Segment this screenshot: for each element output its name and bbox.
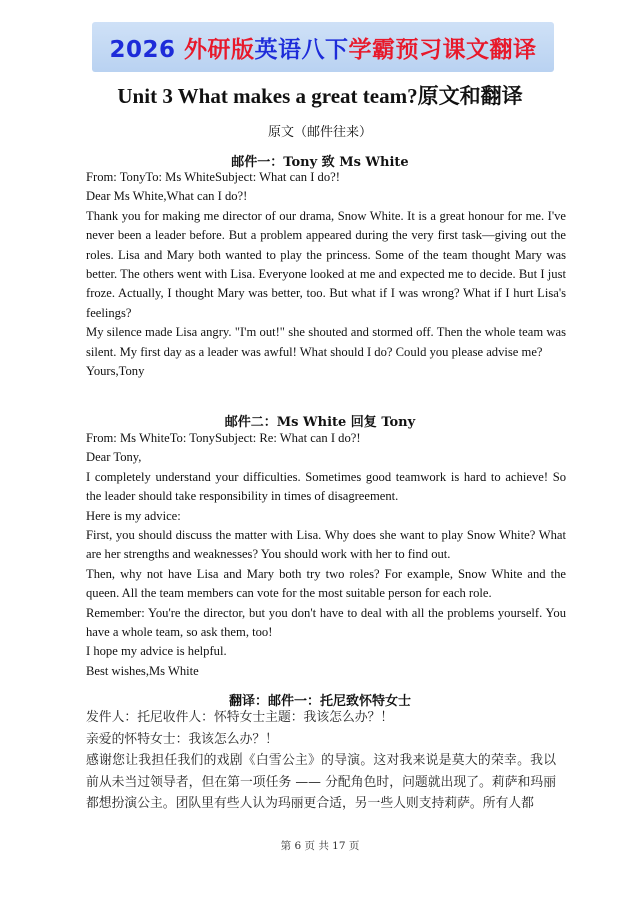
email-2-heading: 邮件二：Ms White 回复 Tony (224, 415, 416, 430)
banner-title (92, 31, 554, 64)
translation-1-header-line: 发件人：托尼收件人：怀特女士主题：我该怎么办？！ (86, 710, 394, 725)
translation-1-body (86, 707, 556, 815)
email-2-body (86, 429, 566, 681)
header-banner (92, 22, 554, 72)
email-1-greeting: Dear Ms White,What can I do?! (86, 189, 248, 204)
banner-year: 2026 (109, 37, 176, 63)
email-1-heading: 邮件一：Tony 致 Ms White (231, 155, 409, 170)
email-2-paragraph: I hope my advice is helpful. (86, 644, 227, 659)
email-2-paragraph: Remember: You're the director, but you don't have to deal with all the problems yourself. You have a whole team, so ask them, too! (86, 605, 566, 640)
section-label: 原文（邮件往来） (267, 125, 372, 140)
document-title: Unit 3 What makes a great team?原文和翻译 (117, 84, 523, 108)
translation-1-paragraph: 感谢您让我担任我们的戏剧《白雪公主》的导演。这对我来说是莫大的荣幸。我以前从未当过领导者，但在第一项任务 —— 分配角色时，问题就出现了。莉萨和玛丽都想扮演公主。团队里有些人认为玛丽更合适，另一些人则支持莉萨。所有人都 (86, 753, 556, 811)
banner-publisher: 外研版 (184, 37, 255, 63)
banner-tagline: 学霸预习课文翻译 (348, 37, 537, 63)
email-1-paragraph: Thank you for making me director of our drama, Snow White. It is a great honour for me. I've never been a leader before. But a problem appeared during the very first task—giving out the roles. Lisa and Mary both wanted to play the princess. Some of the team thought Mary was better. The others went with Lisa. Everyone looked at me and expected me to decide. But I just froze. Actually, I thought Mary was better, too. But what if I was wrong? What if I hurt Lisa's feelings? (86, 208, 566, 320)
banner-subject: 英语八下 (254, 37, 349, 63)
email-2-paragraph: First, you should discuss the matter with Lisa. Why does she want to play Snow White? What are her strengths and weaknesses? You should work with her to find out. (86, 528, 566, 562)
email-1-body (86, 168, 566, 381)
email-2-paragraph: Here is my advice: (86, 508, 181, 523)
translation-1-greeting: 亲爱的怀特女士：我该怎么办？！ (86, 731, 278, 747)
email-2-signoff: Best wishes,Ms White (86, 663, 199, 678)
page-number: 第 6 页 共 17 页 (280, 840, 360, 852)
email-1-header-line: From: TonyTo: Ms WhiteSubject: What can I do?! (86, 170, 340, 184)
email-2-paragraph: Then, why not have Lisa and Mary both try two roles? For example, Snow White and the queen. All the team members can vote for the most suitable person for each role. (86, 566, 566, 601)
email-1-paragraph: My silence made Lisa angry. "I'm out!" she shouted and stormed off. Then the whole team was silent. My first day as a leader was awful! What should I do? Could you please advise me? (86, 325, 566, 359)
email-1-signoff: Yours,Tony (86, 364, 145, 379)
email-2-greeting: Dear Tony, (86, 450, 142, 465)
email-2-paragraph: I completely understand your difficulties. Sometimes good teamwork is hard to achieve! So the leader should take responsibility in times of disagreement. (86, 469, 566, 504)
email-2-header-line: From: Ms WhiteTo: TonySubject: Re: What can I do?! (86, 431, 361, 445)
translation-1-heading: 翻译：邮件一：托尼致怀特女士 (228, 694, 411, 709)
